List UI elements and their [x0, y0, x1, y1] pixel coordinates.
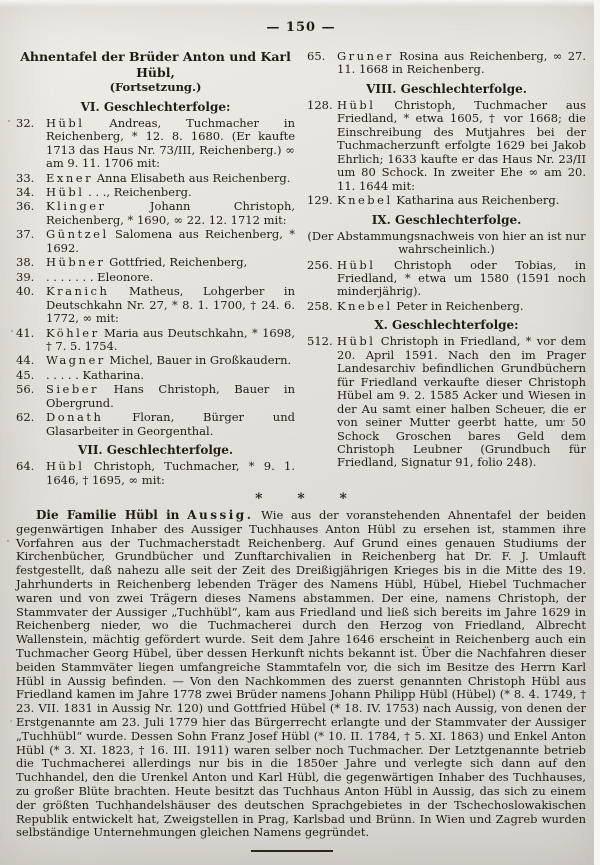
ancestor-entry — [307, 259, 586, 299]
entry-name: Hübl — [46, 115, 85, 130]
entry-name: Hübl — [337, 334, 376, 349]
ancestor-table-title: Ahnentafel der Brüder Anton und Karl Hübl, — [20, 49, 291, 80]
entry-number: 45. — [16, 367, 35, 382]
ancestor-entry — [16, 369, 295, 382]
section-heading: VIII. Geschlechterfolge. — [366, 81, 527, 96]
entry-text: Klinger Johann Christoph, Reichenberg, * 1690, ∞ 22. 12. 1712 mit: — [46, 199, 295, 227]
entry-number: 39. — [16, 269, 35, 284]
ancestor-entry — [16, 200, 295, 227]
entry-number: 258. — [307, 298, 333, 313]
ancestor-entry — [307, 335, 586, 470]
entry-number: 129. — [307, 193, 333, 208]
entry-text: Hübner Gottfried, Reichenberg, — [46, 255, 248, 270]
entry-number: 40. — [16, 284, 35, 299]
ancestor-entry — [16, 117, 295, 171]
entry-text: Knebel Peter in Reichenberg. — [337, 298, 524, 313]
entry-name: Hübl — [337, 257, 376, 272]
entry-number: 56. — [16, 382, 35, 397]
paragraph-lead: Die Familie Hübl in — [36, 508, 180, 523]
entry-number: 64. — [16, 459, 35, 474]
section-heading: X. Geschlechterfolge: — [374, 318, 519, 333]
entry-text: Hübl Christoph oder Tobias, in Friedland, * etwa um 1580 (1591 noch minderjährig). — [337, 257, 586, 299]
scan-edge-top — [0, 0, 600, 7]
asterisk-divider: * * * — [255, 491, 347, 508]
entry-text: . . . . . . . Eleonore. — [46, 269, 154, 284]
section-heading: VII. Geschlechterfolge. — [77, 443, 234, 458]
entry-number: 256. — [307, 257, 333, 272]
entry-number: 37. — [16, 227, 35, 242]
entry-number: 38. — [16, 255, 35, 270]
entry-number: 36. — [16, 199, 35, 214]
entry-name: Hübner — [46, 255, 106, 270]
ancestor-entry — [16, 285, 295, 325]
entry-number: 34. — [16, 185, 35, 199]
entry-name: Güntzel — [46, 227, 109, 242]
ancestor-entry — [16, 256, 295, 269]
entry-name: Hübl — [46, 459, 85, 474]
column-left — [16, 49, 295, 488]
probability-note: (Der Abstammungsnachweis von hier an ist nur wahrscheinlich.) — [307, 228, 586, 257]
ancestor-entry — [16, 460, 295, 487]
entry-name: Köhler — [46, 325, 100, 340]
entry-text: Gruner Rosina aus Reichenberg, ∞ 27. 11. 1668 in Reichenberg. — [337, 49, 586, 77]
entry-text: Güntzel Salomena aus Reichenberg, * 1692. — [46, 227, 295, 255]
entry-text: Köhler Maria aus Deutschkahn, * 1698, † 7. 5. 1754. — [46, 325, 295, 353]
ancestor-entry — [307, 50, 586, 77]
entry-text: . . . . . Katharina. — [46, 367, 144, 382]
column-right — [307, 49, 586, 488]
entry-text: Hübl Christoph, Tuchmacher, * 9. 1. 1646, † 1695, ∞ mit: — [46, 459, 295, 487]
entry-name: Hübl — [337, 97, 376, 112]
page-number: — 150 — — [266, 20, 336, 35]
paragraph-lead-spaced: Aussig. — [187, 508, 254, 523]
section-heading: IX. Geschlechterfolge. — [371, 212, 522, 227]
ancestor-entry — [307, 194, 586, 207]
ancestor-table-subtitle: (Fortsetzung.) — [109, 80, 202, 95]
entry-text: Knebel Katharina aus Reichenberg. — [337, 193, 560, 208]
ancestor-entry — [307, 300, 586, 313]
ancestor-entry — [16, 186, 295, 199]
entry-name: Hübl — [46, 185, 85, 199]
ancestor-entry — [16, 172, 295, 185]
entry-name: Knebel — [337, 298, 393, 313]
scan-noise — [8, 120, 10, 122]
entry-text: Wagner Michel, Bauer in Großkaudern. — [46, 353, 292, 368]
entry-number: 44. — [16, 353, 35, 368]
ancestor-entry — [16, 383, 295, 410]
entry-number: 512. — [307, 334, 333, 349]
entry-number: 65. — [307, 49, 326, 63]
ancestor-entry — [16, 327, 295, 354]
entry-name: Sieber — [46, 382, 100, 397]
ancestor-entry — [16, 411, 295, 438]
two-column-layout — [16, 49, 586, 488]
entry-name: Wagner — [46, 353, 106, 368]
entry-name: Klinger — [46, 199, 107, 214]
ancestor-entry — [16, 228, 295, 255]
entry-number: 33. — [16, 170, 35, 185]
entry-text: Hübl Christoph, Tuchmacher aus Friedland, * etwa 1605, † vor 1668; die Einschreibung des Mutjahres bei der Tuchmacherzunft erfolgte 1629 bei Jakob Ehrlich; 1633 kaufte er das Haus Nr. 23/II um 80 Schock. In zweiter Ehe ∞ am 20. 11. 1644 mit: — [337, 97, 586, 193]
entry-text: Sieber Hans Christoph, Bauer in Obergrund. — [46, 382, 295, 410]
ancestor-entry — [307, 99, 586, 193]
section-heading: VI. Geschlechterfolge: — [80, 99, 231, 114]
entry-name: Kranich — [46, 284, 110, 299]
family-paragraph — [16, 508, 586, 840]
entry-text: Kranich Matheus, Lohgerber in Deutschkahn Nr. 27, * 8. 1. 1700, † 24. 6. 1772, ∞ mit: — [46, 284, 295, 326]
paragraph-body: Wie aus der voranstehenden Ahnentafel der beiden gegenwärtigen Inhaber des Aussiger Tuchhauses Anton Hübl zu ersehen ist, stammen ihre Vorfahren aus der Tuchmacherstadt Reichenberg. Auf Grund eines genauen Studiums der Kirchenbücher, Grundbücher und Zunftarchivalien in Reichenberg hat Dr. F. J. Umlauft festgestellt, daß nahezu alle seit der Zeit des Dreißigjährigen Krieges bis in die Mitte des 19. Jahrhunderts in Reichenberg lebenden Träger des Namens Hübl, Hübel, Hiebel Tuchmacher waren und von zwei Trägern dieses Namens abstammen. Der eine, namens Christoph, der Stammvater der Aussiger „Tuchhübl“, kam aus Friedland und ließ sich bereits im Jahre 1629 in Reichenberg nieder, wo die Tuchmacherei durch den Herzog von Friedland, Albrecht Wallenstein, mächtig gefördert wurde. Seit dem Jahre 1646 erscheint in Reichenberg auch ein Tuchmacher Georg Hübel, über dessen Herkunft nichts bekannt ist. Über die Nachfahren dieser beiden Stammväter liegen umfangreiche Stammtafeln vor, die sich im Besitze des Herrn Karl Hübl in Aussig befinden. — Von den Nachkommen des zuerst genannten Christoph Hübl aus Friedland kamen im Jahre 1778 zwei Brüder namens Johann Philipp Hübl (Hübel) (* 8. 4. 1749, † 23. VII. 1831 in Aussig Nr. 120) und Gottfried Hübel (* 18. IV. 1753) nach Aussig, von denen der Erstgenannte am 23. Juli 1779 hier das Bürgerrecht erlangte und der Stammvater der Aussiger „Tuchhübl“ wurde. Dessen Sohn Franz Josef Hübl (* 10. II. 1784, † 5. XI. 1863) und Enkel Anton Hübl (* 3. XI. 1823, † 16. III. 1911) waren selber noch Tuchmacher. Der Letztgenannte betrieb die Tuchmacherei allerdings nur bis in die 1850er Jahre und verlegte sich dann auf den Tuchhandel, den die Urenkel Anton und Karl Hübl, die gegenwärtigen Inhaber des Tuchhauses, zu großer Blüte brachten. Heute besitzt das Tuchhaus Anton Hübl in Aussig, das sich zu einem der größten Tuchhandelshäuser des deutschen Sprachgebietes in der Tschechoslowakischen Republik entwickelt hat, Zweigstellen in Prag, Karlsbad und Brünn. In Wien und Zagreb wurden selbständige Unternehmungen gleichen Namens gegründet. — [16, 508, 587, 840]
entry-name: Exner — [46, 170, 94, 185]
entry-name: Knebel — [337, 193, 393, 208]
ancestor-entry — [16, 354, 295, 367]
entry-number: 128. — [307, 97, 333, 112]
entry-text: Donath Floran, Bürger und Glasarbeiter in Georgenthal. — [46, 410, 295, 438]
scan-edge-right — [594, 0, 600, 865]
entry-text: Hübl Andreas, Tuchmacher in Reichenberg, * 12. 8. 1680. (Er kaufte 1713 das Haus Nr. 73/III, Reichenberg.) ∞ am 9. 11. 1706 mit: — [46, 115, 295, 171]
ancestor-entry — [16, 271, 295, 284]
entry-text: Exner Anna Elisabeth aus Reichenberg. — [46, 170, 291, 185]
entry-number: 62. — [16, 410, 35, 425]
entry-text: Hübl . . ., Reichenberg. — [46, 185, 192, 199]
entry-name: Donath — [46, 410, 104, 425]
entry-number: 41. — [16, 325, 35, 340]
entry-number: 32. — [16, 115, 35, 130]
end-rule — [251, 850, 333, 852]
entry-text: Hübl Christoph in Friedland, * vor dem 20. April 1591. Nach den im Prager Landesarchiv befindlichen Grundbüchern für Friedland verkaufte dieser Christoph Hübel am 9. 2. 1585 Acker und Wiesen in der Au samt einer halben Scheuer, die er von seiner Mutter geerbt hatte, um 50 Schock Groschen bares Geld dem Christoph Leubner (Grundbuch für Friedland, Signatur 91, folio 248). — [337, 334, 586, 470]
entry-name: Gruner — [337, 49, 394, 63]
